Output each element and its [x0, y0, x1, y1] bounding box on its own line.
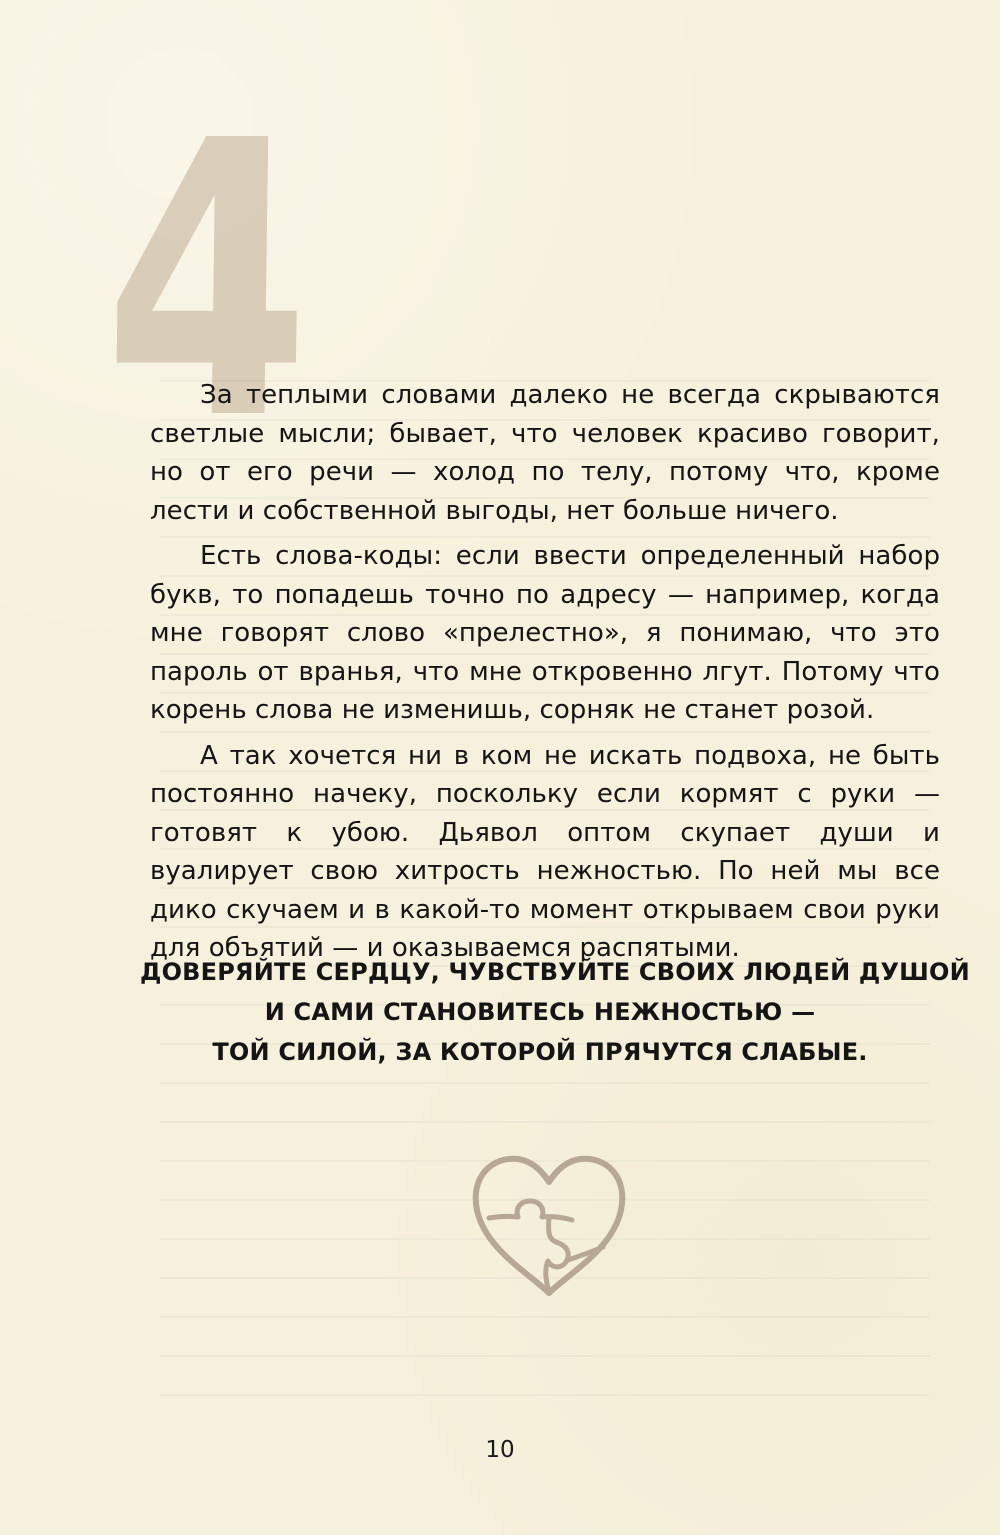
main-text [150, 376, 940, 975]
highlighted-quote [140, 952, 970, 1072]
quote-line-1: ДОВЕРЯЙТЕ СЕРДЦУ, ЧУВСТВУЙТЕ СВОИХ ЛЮДЕЙ ДУШОЙ [140, 958, 970, 986]
paragraph-3: А так хочется ни в ком не искать подвоха, не быть постоянно начеку, поскольку если кормят с руки — готовят к убою. Дьявол оптом скупает души и вуалирует свою хитрость нежностью. По ней мы все дико скучаем и в какой-то момент открываем свои руки для объятий — и оказываемся распятыми. [150, 740, 940, 963]
puzzle-heart-icon [464, 1148, 634, 1303]
paragraph-1: За теплыми словами далеко не всегда скрываются светлые мысли; бывает, что человек красиво говорит, но от его речи — холод по телу, потому что, кроме лести и собственной выгоды, нет больше ничего. [150, 380, 940, 526]
quote-line-3: ТОЙ СИЛОЙ, ЗА КОТОРОЙ ПРЯЧУТСЯ СЛАБЫЕ. [212, 1038, 868, 1066]
chapter-number: 4 [101, 60, 308, 503]
page-number: 10 [485, 1437, 515, 1463]
paragraph-2: Есть слова-коды: если ввести определенный набор букв, то попадешь точно по адресу — например, когда мне говорят слово «прелестно», я понимаю, что это пароль от вранья, что мне откровенно лгут. Потому что корень слова не изменишь, сорняк не станет розой. [150, 541, 940, 725]
quote-line-2: И САМИ СТАНОВИТЕСЬ НЕЖНОСТЬЮ — [264, 998, 816, 1026]
